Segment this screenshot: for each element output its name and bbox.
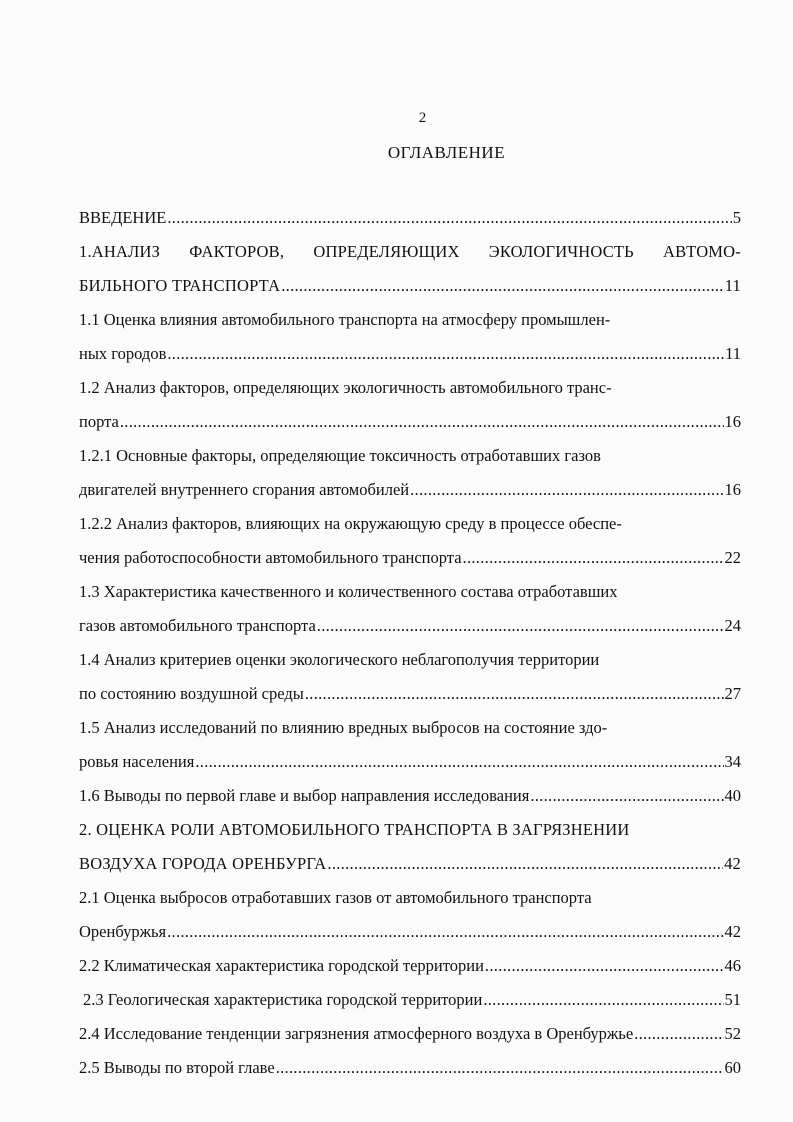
toc-entry-page: 5: [732, 208, 741, 227]
toc-entry-page: 22: [724, 548, 741, 567]
toc-entry-intro: [79, 206, 741, 240]
toc-entry-1-3-line2: газов автомобильного транспорта ..... 24: [79, 614, 741, 648]
toc-entry-page: 52: [724, 1024, 741, 1043]
toc-entry-1-4-line1: 1.4 Анализ критериев оценки экологического неблагополучия территории: [79, 650, 600, 669]
toc-entry-1-2-2-line2: чения работоспособности автомобильного транспорта ..... 22: [79, 546, 741, 580]
toc-entry-page: 11: [725, 344, 741, 363]
toc-entry-1-2-1-line2: двигателей внутреннего сгорания автомобилей ..... 16: [79, 478, 741, 512]
toc-entry-chapter-2-line1: 2. ОЦЕНКА РОЛИ АВТОМОБИЛЬНОГО ТРАНСПОРТА В ЗАГРЯЗНЕНИИ: [79, 820, 630, 839]
toc-entry-1-2-1-line1: 1.2.1 Основные факторы, определяющие токсичность отработавших газов: [79, 446, 601, 465]
toc-entry-2-1-line2: Оренбуржья ..... 42: [79, 920, 741, 954]
toc-entry-chapter-1-line1: 1.АНАЛИЗ ФАКТОРОВ, ОПРЕДЕЛЯЮЩИХ ЭКОЛОГИЧНОСТЬ АВТОМО-: [79, 242, 741, 261]
toc-entry-1-6: 1.6 Выводы по первой главе и выбор направления исследования ..... 40: [79, 784, 741, 818]
toc-entry-text: ВВЕДЕНИЕ: [79, 208, 167, 227]
page-number: 2: [418, 110, 427, 126]
toc-entry-page: 40: [724, 786, 741, 805]
toc-entry-1-5-line2: ровья населения ..... 34: [79, 750, 741, 784]
toc-entry-page: 16: [724, 412, 741, 431]
toc-entry-page: 34: [724, 752, 741, 771]
toc-entry-page: 16: [724, 480, 741, 499]
toc-entry-page: 42: [724, 854, 741, 873]
toc-entry-page: 60: [724, 1058, 741, 1077]
toc-entry-page: 51: [724, 990, 741, 1009]
toc-entry-1-2-2-line1: 1.2.2 Анализ факторов, влияющих на окружающую среду в процессе обеспе-: [79, 514, 622, 533]
toc-entry-page: 27: [724, 684, 741, 703]
toc-entry-1-2-line1: 1.2 Анализ факторов, определяющих экологичность автомобильного транс-: [79, 378, 612, 397]
toc-entry-chapter-1-line2: БИЛЬНОГО ТРАНСПОРТА ..... 11: [79, 274, 741, 308]
toc-entry-2-5: 2.5 Выводы по второй главе ..... 60: [79, 1056, 741, 1090]
toc-entry-1-2-line2: порта ..... 16: [79, 410, 741, 444]
toc-entry-2-4: 2.4 Исследование тенденции загрязнения атмосферного воздуха в Оренбуржье ..... 52: [79, 1022, 741, 1056]
toc-entry-chapter-2-line2: ВОЗДУХА ГОРОДА ОРЕНБУРГА ..... 42: [79, 852, 741, 886]
toc-entry-page: 42: [724, 922, 741, 941]
toc-entry-2-2: 2.2 Климатическая характеристика городской территории ..... 46: [79, 954, 741, 988]
toc-entry-page: 24: [724, 616, 741, 635]
toc-entry-1-3-line1: 1.3 Характеристика качественного и количественного состава отработавших: [79, 582, 618, 601]
toc-entry-1-1-line1: 1.1 Оценка влияния автомобильного транспорта на атмосферу промышлен-: [79, 310, 611, 329]
toc-entry-page: 46: [724, 956, 741, 975]
toc-entry-2-3: 2.3 Геологическая характеристика городской территории ..... 51: [79, 988, 741, 1022]
toc-entry-page: 11: [724, 276, 741, 295]
table-of-contents: [79, 206, 741, 1090]
toc-entry-1-5-line1: 1.5 Анализ исследований по влиянию вредных выбросов на состояние здо-: [79, 718, 608, 737]
toc-entry-2-1-line1: 2.1 Оценка выбросов отработавших газов от автомобильного транспорта: [79, 888, 592, 907]
toc-entry-1-4-line2: по состоянию воздушной среды ..... 27: [79, 682, 741, 716]
toc-entry-1-1-line2: ных городов ..... 11: [79, 342, 741, 376]
page-title: ОГЛАВЛЕНИЕ: [387, 143, 506, 162]
